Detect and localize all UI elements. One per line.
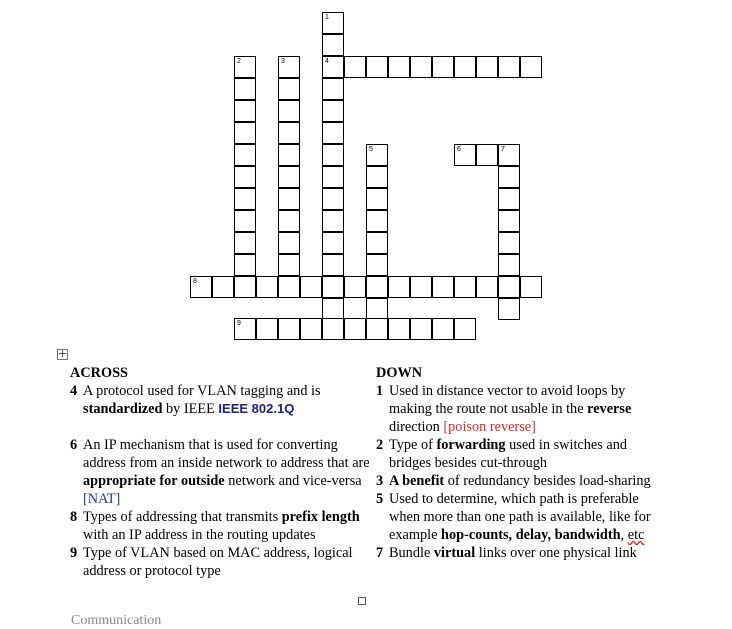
clue-across-8: 8 Types of addressing that transmits prefix length with an IP address in the routing updates [70, 509, 360, 543]
crossword-cell[interactable] [300, 318, 322, 340]
crossword-cell[interactable] [212, 276, 234, 298]
crossword-cell[interactable] [256, 276, 278, 298]
crossword-cell[interactable] [498, 276, 520, 298]
crossword-cell[interactable] [322, 232, 344, 254]
crossword-cell[interactable] [344, 56, 366, 78]
cell-number: 7 [501, 146, 505, 153]
crossword-cell[interactable] [520, 56, 542, 78]
crossword-cell[interactable] [234, 188, 256, 210]
crossword-cell[interactable] [322, 210, 344, 232]
crossword-cell[interactable] [234, 144, 256, 166]
crossword-cell[interactable] [234, 78, 256, 100]
cell-number: 9 [237, 320, 241, 327]
crossword-cell[interactable] [278, 276, 300, 298]
crossword-cell[interactable] [322, 318, 344, 340]
answer-hint: [NAT] [83, 491, 121, 507]
crossword-cell[interactable] [234, 318, 256, 340]
table-move-handle-icon[interactable]: + [58, 347, 68, 360]
clue-number: 7 [376, 545, 384, 561]
crossword-cell[interactable] [256, 318, 278, 340]
crossword-cell[interactable] [388, 56, 410, 78]
crossword-cell[interactable] [278, 318, 300, 340]
crossword-cell[interactable] [366, 144, 388, 166]
footer-text: Communication [71, 613, 162, 628]
crossword-cell[interactable] [498, 210, 520, 232]
crossword-cell[interactable] [234, 122, 256, 144]
crossword-cell[interactable] [322, 188, 344, 210]
crossword-cell[interactable] [454, 318, 476, 340]
crossword-cell[interactable] [476, 144, 498, 166]
crossword-cell[interactable] [432, 318, 454, 340]
cell-number: 2 [237, 58, 241, 65]
clue-across-4: 4 A protocol used for VLAN tagging and is standardized by IEEE IEEE 802.1Q [70, 383, 321, 417]
crossword-cell[interactable] [322, 12, 344, 34]
crossword-cell[interactable] [498, 166, 520, 188]
across-clues [70, 364, 370, 580]
crossword-cell[interactable] [278, 144, 300, 166]
crossword-cell[interactable] [388, 276, 410, 298]
crossword-cell[interactable] [234, 232, 256, 254]
crossword-cell[interactable] [432, 276, 454, 298]
crossword-cell[interactable] [498, 254, 520, 276]
crossword-cell[interactable] [344, 318, 366, 340]
crossword-cell[interactable] [520, 276, 542, 298]
anchor-marker-icon [358, 597, 366, 605]
crossword-cell[interactable] [190, 276, 212, 298]
clue-number: 8 [70, 509, 78, 525]
crossword-cell[interactable] [234, 100, 256, 122]
clue-across-6: 6 An IP mechanism that is used for converting address from an inside network to address that are appropriate for outside network and vice-versa [NAT] [70, 437, 370, 507]
crossword-cell[interactable] [322, 34, 344, 56]
crossword-cell[interactable] [278, 232, 300, 254]
crossword-cell[interactable] [322, 78, 344, 100]
crossword-cell[interactable] [366, 210, 388, 232]
crossword-cell[interactable] [498, 144, 520, 166]
answer-hint: [poison reverse] [443, 419, 536, 435]
crossword-cell[interactable] [234, 166, 256, 188]
crossword-cell[interactable] [498, 232, 520, 254]
crossword-cell[interactable] [278, 210, 300, 232]
clue-number: 6 [70, 437, 78, 453]
crossword-cell[interactable] [234, 210, 256, 232]
crossword-cell[interactable] [366, 188, 388, 210]
clue-number: 5 [376, 491, 384, 507]
crossword-cell[interactable] [278, 100, 300, 122]
crossword-cell[interactable] [278, 78, 300, 100]
crossword-cell[interactable] [278, 56, 300, 78]
clue-number: 3 [376, 473, 384, 489]
crossword-cell[interactable] [322, 122, 344, 144]
crossword-cell[interactable] [410, 56, 432, 78]
clue-down-1: 1 Used in distance vector to avoid loops by making the route not usable in the reverse direction [poison reverse] [376, 383, 632, 435]
crossword-cell[interactable] [322, 276, 344, 298]
crossword-cell[interactable] [366, 166, 388, 188]
clue-across-9: 9 Type of VLAN based on MAC address, logical address or protocol type [70, 545, 353, 579]
crossword-cell[interactable] [366, 254, 388, 276]
crossword-cell[interactable] [322, 166, 344, 188]
crossword-cell[interactable] [388, 318, 410, 340]
clue-down-5: 5 Used to determine, which path is preferable when more than one path is available, like for example hop-counts, delay, bandwidth, etc [376, 491, 651, 543]
crossword-cell[interactable] [322, 56, 344, 78]
clue-down-3: 3 A benefit of redundancy besides load-sharing [376, 473, 651, 489]
crossword-cell[interactable] [278, 254, 300, 276]
crossword-cell[interactable] [432, 56, 454, 78]
clue-number: 1 [376, 383, 384, 399]
crossword-cell[interactable] [410, 318, 432, 340]
crossword-cell[interactable] [476, 276, 498, 298]
crossword-cell[interactable] [366, 232, 388, 254]
crossword-cell[interactable] [366, 56, 388, 78]
crossword-cell[interactable] [344, 276, 366, 298]
crossword-cell[interactable] [366, 276, 388, 298]
clue-number: 9 [70, 545, 78, 561]
clue-number: 2 [376, 437, 384, 453]
clue-down-2: 2 Type of forwarding used in switches and bridges besides cut-through [376, 437, 628, 471]
crossword-cell[interactable] [498, 188, 520, 210]
cell-number: 8 [193, 278, 197, 285]
crossword-cell[interactable] [454, 144, 476, 166]
crossword-cell[interactable] [234, 276, 256, 298]
crossword-cell[interactable] [300, 276, 322, 298]
crossword-cell[interactable] [454, 56, 476, 78]
crossword-cell[interactable] [322, 298, 344, 320]
across-heading: ACROSS [70, 365, 128, 381]
crossword-cell[interactable] [322, 254, 344, 276]
crossword-cell[interactable] [234, 254, 256, 276]
crossword-cell[interactable] [366, 298, 388, 320]
crossword-cell[interactable] [454, 276, 476, 298]
crossword-cell[interactable] [410, 276, 432, 298]
clue-number: 4 [70, 383, 78, 399]
down-clues [376, 364, 661, 562]
crossword-cell[interactable] [366, 318, 388, 340]
crossword-cell[interactable] [322, 100, 344, 122]
crossword-cell[interactable] [278, 122, 300, 144]
crossword-cell[interactable] [498, 56, 520, 78]
crossword-cell[interactable] [278, 166, 300, 188]
cell-number: 3 [281, 58, 285, 65]
crossword-cell[interactable] [476, 56, 498, 78]
answer-hint: IEEE 802.1Q [218, 401, 295, 416]
cell-number: 4 [325, 58, 329, 65]
cell-number: 5 [369, 146, 373, 153]
crossword-cell[interactable] [234, 56, 256, 78]
clue-down-7: 7 Bundle virtual links over one physical link [376, 545, 637, 561]
cell-number: 6 [457, 146, 461, 153]
cell-number: 1 [325, 14, 329, 21]
crossword-cell[interactable] [322, 144, 344, 166]
down-heading: DOWN [376, 365, 423, 381]
crossword-cell[interactable] [498, 298, 520, 320]
crossword-cell[interactable] [278, 188, 300, 210]
